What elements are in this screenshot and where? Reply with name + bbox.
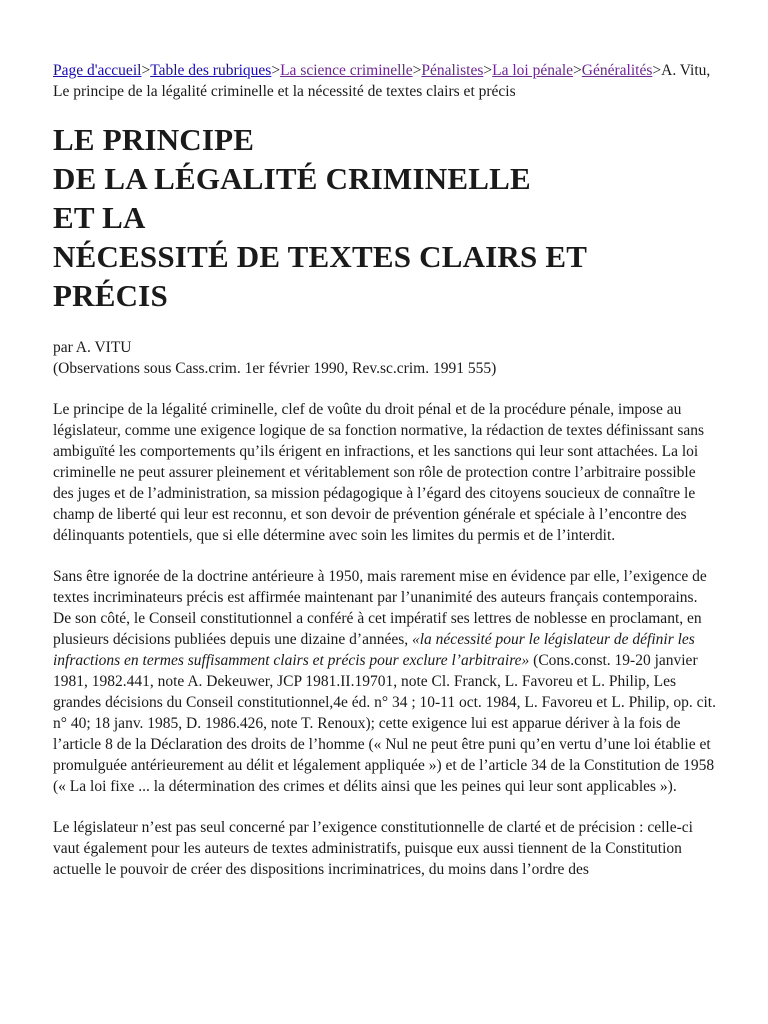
title-line: PRÉCIS (53, 278, 168, 313)
breadcrumb-link-loi-penale[interactable]: La loi pénale (492, 62, 574, 79)
paragraph-2-text-end: (Cons.const. 19-20 janvier 1981, 1982.441, note A. Dekeuwer, JCP 1981.II.19701, note Cl. Franck, L. Favoreu et L. Philip, Les grandes décisions du Conseil constitutionnel,4e éd. n° 34 ; 10-11 oct. 1984, L. Favoreu et L. Philip, op. cit. n° 40; 18 janv. 1985, D. 1986.426, note T. Renoux); cette exigence lui est apparue dériver à la fois de l’article 8 de la Déclaration des droits de l’homme (« Nul ne peut être puni qu’en vertu d’une loi établie et promulguée antérieurement au délit et légalement appliquée ») et de l’article 34 de la Constitution de 1958 (« La loi fixe ... la détermination des crimes et délits ainsi que les peines qui leur sont applicables »). (53, 652, 716, 795)
breadcrumb-separator: > (652, 62, 662, 79)
breadcrumb-separator: > (412, 62, 422, 79)
author-byline: par A. VITU (53, 339, 132, 356)
paragraph-2 (53, 566, 716, 797)
breadcrumb-separator: > (141, 62, 151, 79)
breadcrumb-link-penalistes[interactable]: Pénalistes (421, 62, 484, 79)
title-line: ET LA (53, 200, 146, 235)
breadcrumb-link-science-criminelle[interactable]: La science criminelle (280, 62, 413, 79)
source-citation: (Observations sous Cass.crim. 1er février 1990, Rev.sc.crim. 1991 555) (53, 360, 497, 377)
paragraph-2-text-start: Sans être ignorée de la doctrine antérieure à 1950, mais rarement mise en évidence par elle, l’exigence de textes incriminateurs précis est affirmée maintenant par l’unanimité des auteurs français contemporains. De son côté, le Conseil constitutionnel a conféré à cet impératif ses lettres de noblesse en proclamant, en plusieurs décisions publiées depuis une dizaine d’années, (53, 568, 707, 648)
title-line: DE LA LÉGALITÉ CRIMINELLE (53, 161, 531, 196)
breadcrumb-current: A. Vitu, Le principe de la légalité criminelle et la nécessité de textes clairs et précis (53, 62, 711, 100)
breadcrumb-separator: > (271, 62, 281, 79)
breadcrumb-link-home[interactable]: Page d'accueil (53, 62, 142, 79)
breadcrumb (53, 60, 716, 102)
paragraph-1: Le principe de la légalité criminelle, clef de voûte du droit pénal et de la procédure pénale, impose au législateur, comme une exigence logique de sa fonction normative, la rédaction de textes définissant sans ambiguïté les comportements qu’ils érigent en infractions, et les sanctions qui leur sont attachées. La loi criminelle ne peut assurer pleinement et véritablement son rôle de protection contre l’arbitraire possible des juges et de l’administration, sa mission pédagogique à l’égard des citoyens soucieux de connaître le champ de liberté qui leur est reconnu, et son devoir de prévention générale et spéciale à l’encontre des délinquants potentiels, que si elle détermine avec soin les limites du permis et de l’interdit. (53, 401, 705, 544)
title-line: LE PRINCIPE (53, 122, 255, 157)
breadcrumb-link-table-des-rubriques[interactable]: Table des rubriques (150, 62, 272, 79)
paragraph-2-quote: «la nécessité pour le législateur de définir les infractions en termes suffisamment clairs et précis pour exclure l’arbitraire» (53, 631, 695, 669)
title-line: NÉCESSITÉ DE TEXTES CLAIRS ET (53, 239, 588, 274)
paragraph-3: Le législateur n’est pas seul concerné par l’exigence constitutionnelle de clarté et de précision : celle-ci vaut également pour les auteurs de textes administratifs, puisque eux aussi tiennent de la Constitution actuelle le pouvoir de créer des dispositions incriminatrices, du moins dans l’ordre des (53, 819, 693, 878)
author-block (53, 337, 716, 379)
breadcrumb-separator: > (573, 62, 582, 79)
breadcrumb-link-generalites[interactable]: Généralités (581, 62, 653, 79)
breadcrumb-separator: > (483, 62, 493, 79)
page-title (53, 120, 716, 315)
